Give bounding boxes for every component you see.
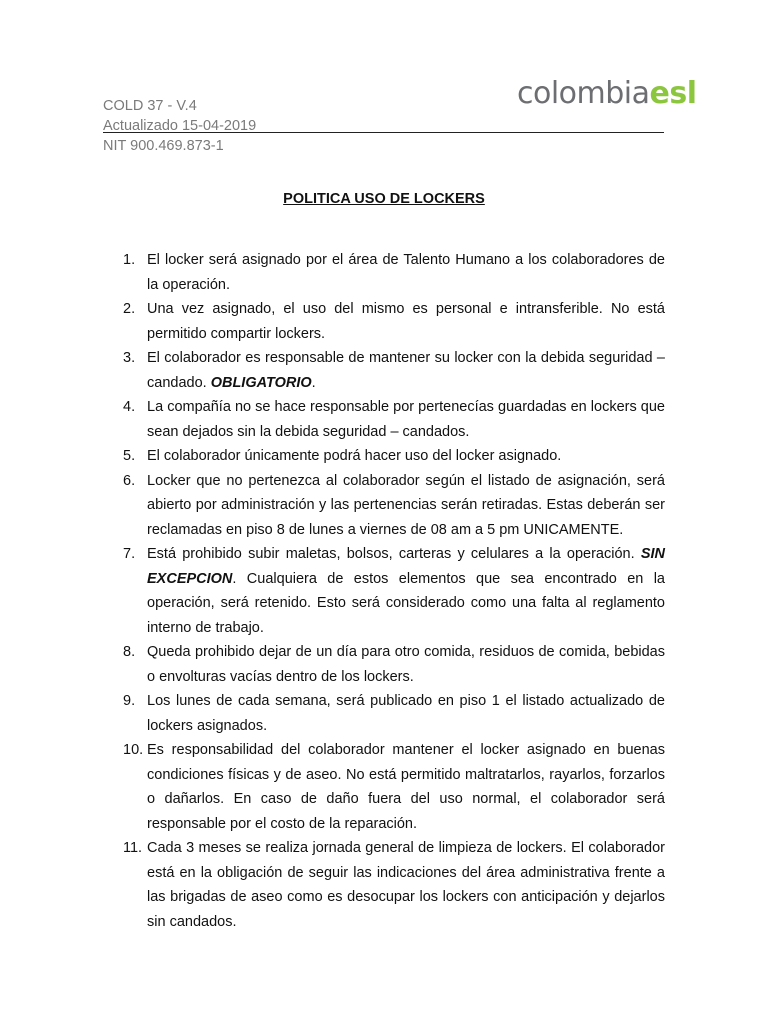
policy-item-number: 1. [123,252,136,268]
policy-item-number: 4. [123,399,136,415]
policy-item-number: 9. [123,693,136,709]
emphasis-text: SIN EXCEPCION [147,546,665,587]
emphasis-text: OBLIGATORIO [210,374,312,391]
policy-item-text: El colaborador es responsable de mantener su locker con la debida seguridad – candado. OBLIGATORIO. [147,350,665,391]
policy-item [103,444,665,469]
policy-item-text: Cada 3 meses se realiza jornada general de limpieza de lockers. El colaborador está en la obligación de seguir las indicaciones del área administrativa frente a las brigadas de aseo como es desocupar los lockers con anticipación y dejarlos sin candados. [147,840,665,930]
policy-item [103,346,665,395]
policy-item [103,248,665,297]
policy-item-text: El locker será asignado por el área de Talento Humano a los colaboradores de la operación. [147,252,665,293]
policy-item-text: Queda prohibido dejar de un día para otro comida, residuos de comida, bebidas o envolturas vacías dentro de los lockers. [147,644,665,685]
policy-item-text: Está prohibido subir maletas, bolsos, carteras y celulares a la operación. SIN EXCEPCION. Cualquiera de estos elementos que sea encontrado en la operación, será retenido. Esto será considerado como una falta al reglamento interno de trabajo. [147,546,665,636]
policy-item-text: Es responsabilidad del colaborador mantener el locker asignado en buenas condiciones físicas y de aseo. No está permitido maltratarlos, rayarlos, forzarlos o dañarlos. En caso de daño fuera del uso normal, el colaborador será responsable por el costo de la reparación. [147,742,665,832]
policy-item-number: 3. [123,350,136,366]
policy-item [103,297,665,346]
header-divider [103,132,664,133]
policy-item-number: 7. [123,546,136,562]
document-updated-date: Actualizado 15-04-2019 [103,118,257,134]
company-logo [517,76,697,112]
policy-item [103,395,665,444]
policy-item-number: 11. [123,840,143,856]
policy-item-number: 5. [123,448,136,464]
document-code: COLD 37 - V.4 [103,98,197,114]
policy-item-number: 8. [123,644,136,660]
policy-item-number: 10. [123,742,144,758]
logo-text-esl: esl [649,76,697,111]
policy-item [103,469,665,543]
policy-list [103,248,665,934]
policy-item-text: Locker que no pertenezca al colaborador según el listado de asignación, será abierto por administración y las pertenencias serán retiradas. Estas deberán ser reclamadas en piso 8 de lunes a viernes de 08 am a 5 pm UNICAMENTE. [147,472,665,538]
document-nit: NIT 900.469.873-1 [103,138,224,154]
policy-item-text: Una vez asignado, el uso del mismo es personal e intransferible. No está permitido compartir lockers. [147,301,665,342]
policy-item [103,836,665,934]
document-header-meta [103,96,256,156]
policy-item [103,689,665,738]
policy-item [103,738,665,836]
policy-item-text: La compañía no se hace responsable por pertenecías guardadas en lockers que sean dejados sin la debida seguridad – candados. [147,399,665,440]
policy-item-text: Los lunes de cada semana, será publicado en piso 1 el listado actualizado de lockers asignados. [147,693,665,734]
document-title: POLITICA USO DE LOCKERS [283,191,485,207]
logo-text-colombia: colombia [517,76,650,111]
policy-item [103,640,665,689]
policy-item-number: 6. [123,472,136,489]
policy-item-text: El colaborador únicamente podrá hacer uso del locker asignado. [147,448,562,464]
policy-item [103,542,665,640]
policy-item-number: 2. [123,301,136,317]
